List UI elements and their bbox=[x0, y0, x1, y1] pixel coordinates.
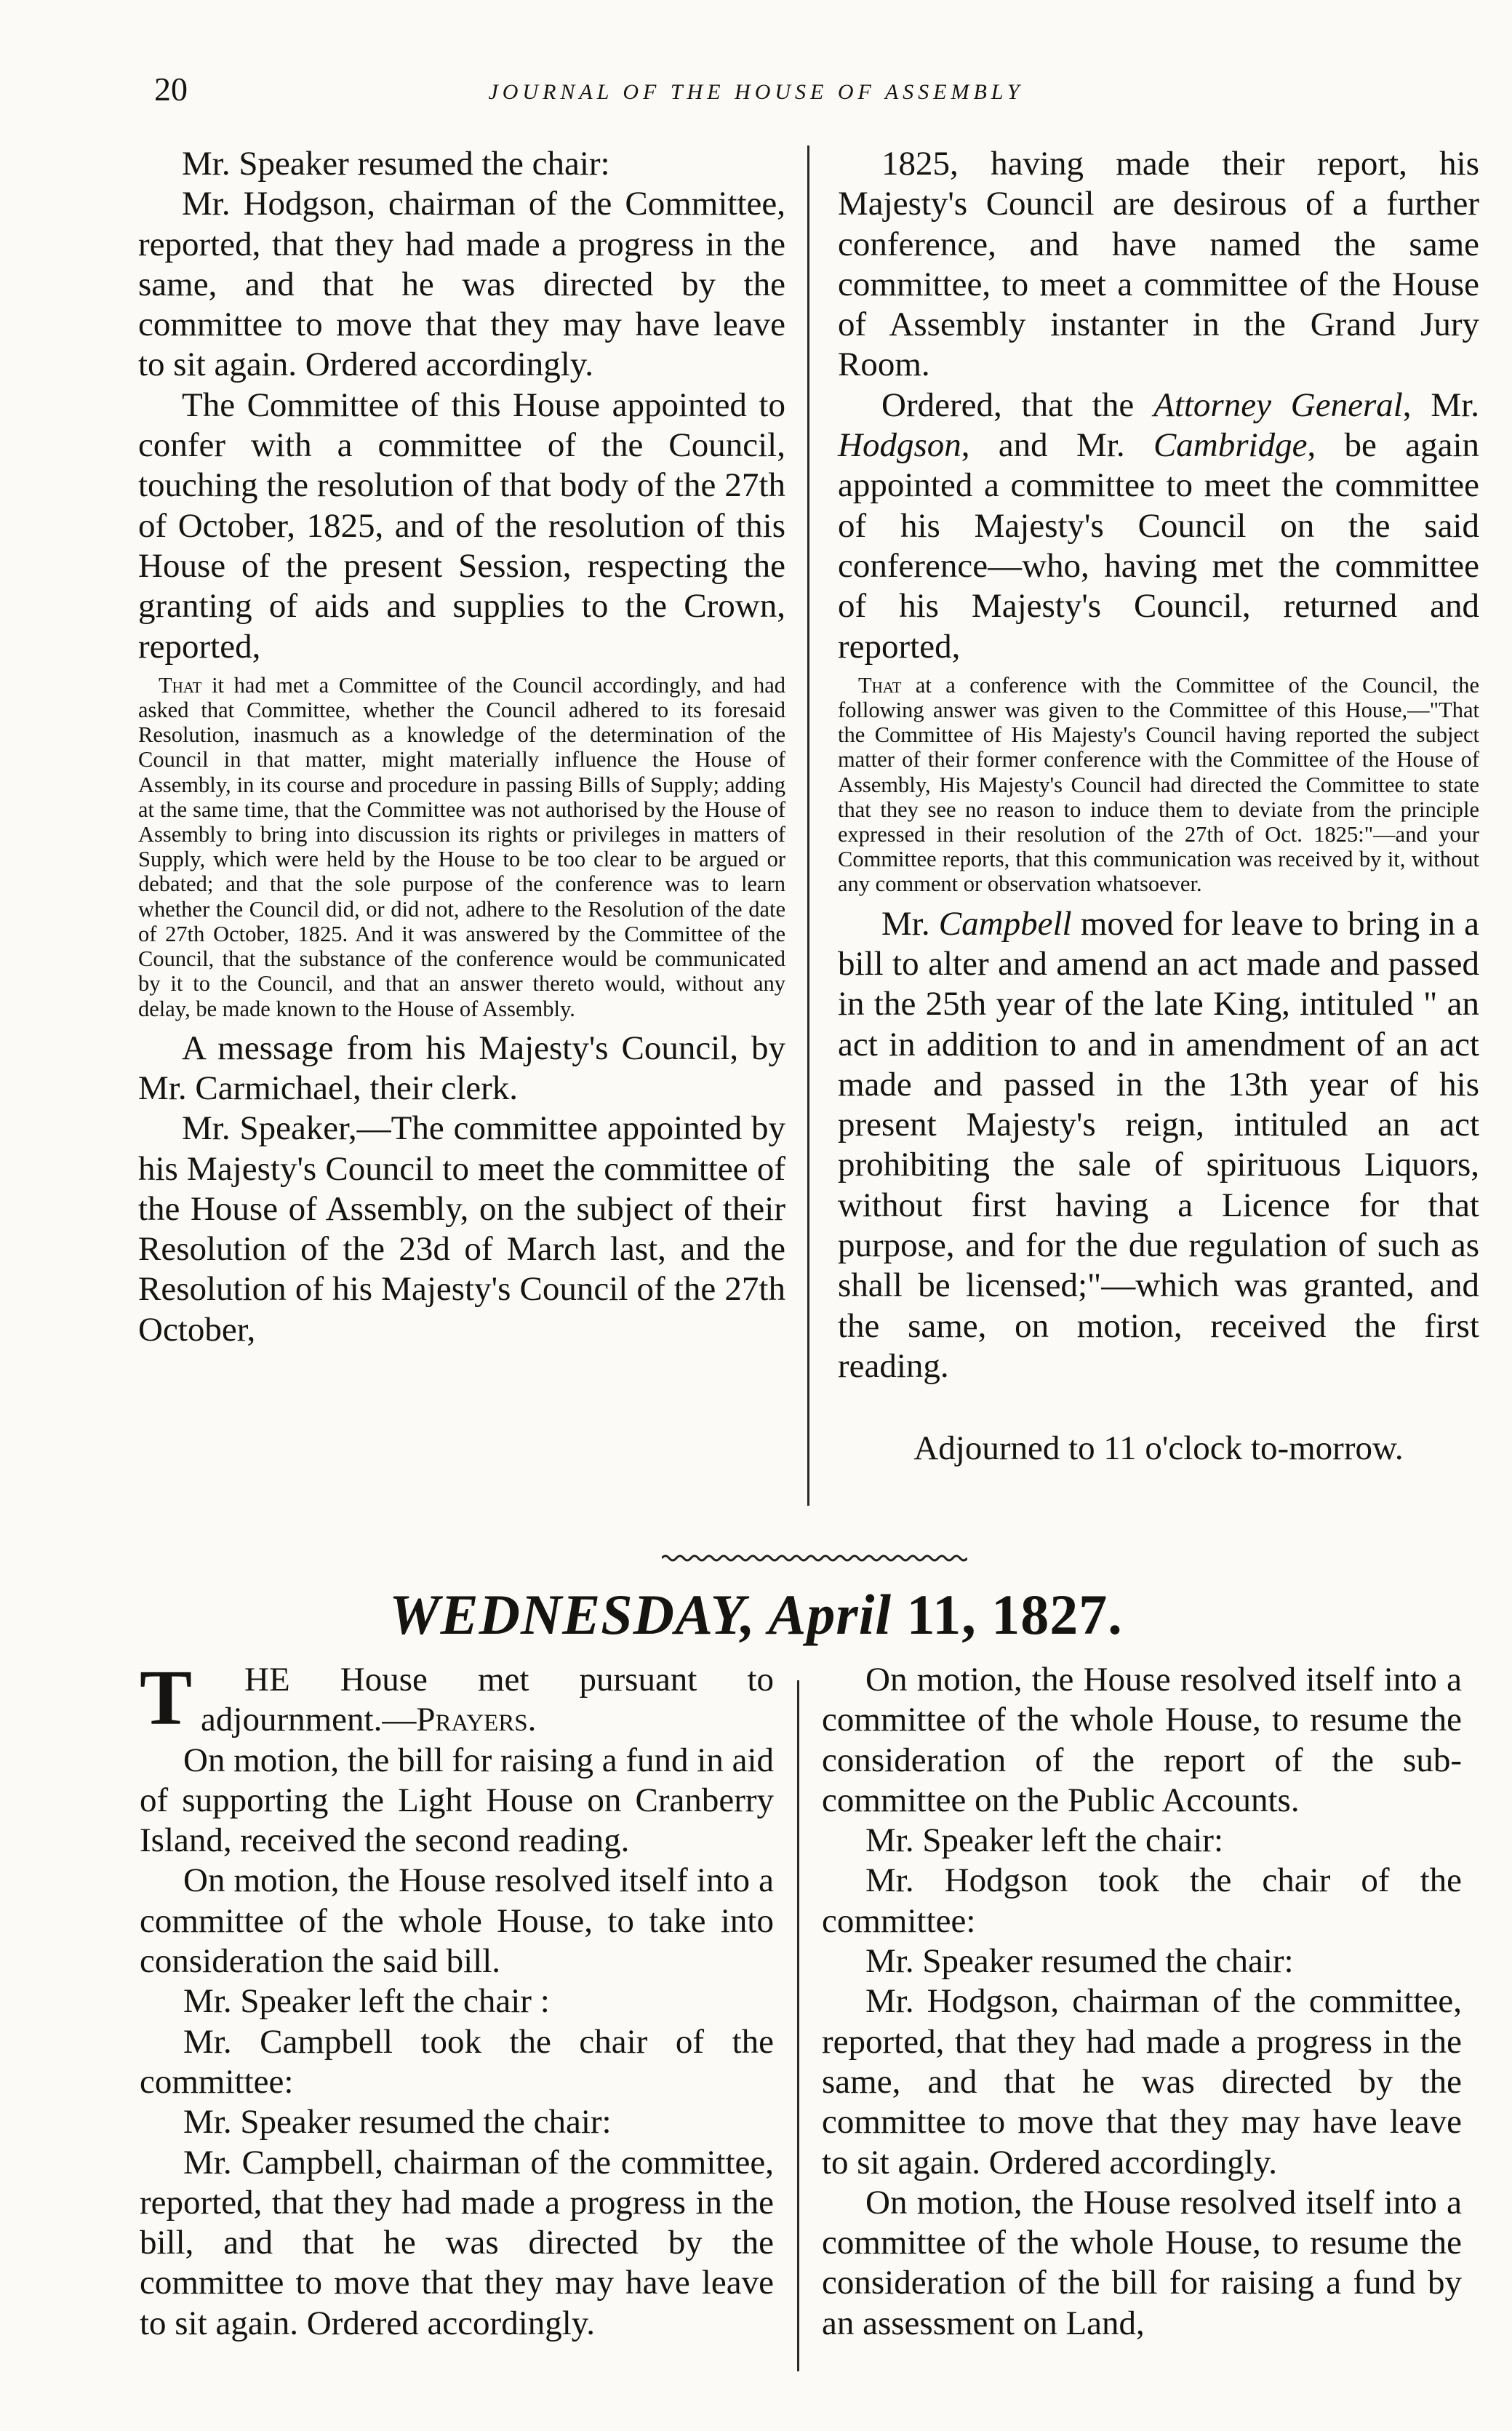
prayers: Prayers. bbox=[416, 1701, 537, 1739]
conference-report-text: it had met a Committee of the Council accordingly, and had asked that Committee, whether the Council adhered to its foresaid Resolution, inasmuch as a knowledge of the determination of the Council in that matter, might materially influence the House of Assembly, in its course and procedure in passing Bills of Supply; adding at the same time, that the Committee was not authorised by the House of Assembly to bring into discussion its rights or privileges in matters of Supply, which were held by the House to be too clear to be argued or debated; and that the sole purpose of the conference was to learn whether the Council did, or did not, adhere to the Resolution of the date of 27th October, 1825. And it was answered by the Committee of the Council, that the substance of the conference would be communicated by it to the Council, and that an answer thereto would, without any delay, be made known to the House of Assembly. bbox=[138, 672, 785, 1021]
paragraph-whole-house: On motion, the House resolved itself into a committee of the whole House, to take into consideration the said bill. bbox=[140, 1861, 774, 1981]
heading-weekday: WEDNESDAY, bbox=[389, 1583, 756, 1646]
text-run: moved for leave to bring in a bill to alter and amend an act made and passed in the 25th year of the late King, intituled " an act in addition to and in amendment of an act made and passed in the 13th year of his present Majesty's reign, intituled an act prohibiting the sale of spirituous Liquors, without first having a Licence for that purpose, and for the due regulation of such as shall be licensed;"—which was granted, and the same, on motion, received the first reading. bbox=[838, 904, 1479, 1385]
paragraph-ordered-committee bbox=[838, 386, 1479, 667]
text-run: , Mr. bbox=[1402, 386, 1479, 424]
paragraph-speaker-left-2: Mr. Speaker left the chair: bbox=[865, 1821, 1224, 1860]
drop-cap: T bbox=[140, 1655, 193, 1741]
paragraph-assessment-land: On motion, the House resolved itself into a committee of the whole House, to resume the consideration of the bill for raising a fund by an assessment on Land, bbox=[822, 2183, 1462, 2342]
ornamental-divider bbox=[662, 1552, 967, 1564]
name-campbell: Campbell bbox=[938, 904, 1072, 943]
paragraph-speaker-resumed: Mr. Speaker resumed the chair: bbox=[182, 145, 610, 183]
paragraph-adjourned: Adjourned to 11 o'clock to-morrow. bbox=[913, 1429, 1404, 1468]
paragraph-hodgson-report: Mr. Hodgson, chairman of the Committee, reported, that they had made a progress in the same, and that he was directed by the committee to move that they may have leave to sit again. Ordered accordingly. bbox=[138, 185, 785, 384]
paragraph-campbell-chair: Mr. Campbell took the chair of the committee: bbox=[140, 2022, 774, 2101]
text-run: Ordered, that the bbox=[881, 386, 1154, 424]
paragraph-house-met bbox=[140, 1655, 774, 1741]
heading-day-year: 11, 1827. bbox=[892, 1583, 1123, 1646]
paragraph-speaker-resumed-3: Mr. Speaker resumed the chair: bbox=[865, 1942, 1294, 1981]
heading-month: April bbox=[768, 1583, 892, 1646]
paragraph-hodgson-chair: Mr. Hodgson took the chair of the committee: bbox=[822, 1861, 1462, 1940]
lead-word: That bbox=[858, 672, 902, 698]
text-run: HE House met pursuant to adjournment.— bbox=[201, 1661, 774, 1739]
name-hodgson: Hodgson bbox=[838, 426, 961, 465]
lead-word: That bbox=[159, 672, 202, 698]
text-run: , and Mr. bbox=[961, 426, 1153, 465]
paragraph-speaker-resumed-2: Mr. Speaker resumed the chair: bbox=[183, 2103, 612, 2141]
name-attorney-general: Attorney General bbox=[1153, 386, 1403, 424]
column-right-top bbox=[838, 144, 1479, 1469]
journal-title: JOURNAL OF THE HOUSE OF ASSEMBLY bbox=[488, 80, 1024, 104]
paragraph-conference-report bbox=[138, 673, 785, 1021]
paragraph-speaker-left: Mr. Speaker left the chair : bbox=[183, 1982, 550, 2021]
paragraph-campbell-report: Mr. Campbell, chairman of the committee, reported, that they had made a progress in the bill, and that he was directed by the committee to move that they may have leave to sit again. Ordered accordingly. bbox=[140, 2143, 774, 2342]
paragraph-speaker-committee: Mr. Speaker,—The committee appointed by his Majesty's Council to meet the committee of the House of Assembly, on the subject of their Resolution of the 23d of March last, and the Resolution of his Majesty's Council of the 27th October, bbox=[138, 1109, 785, 1349]
paragraph-message-council: A message from his Majesty's Council, by Mr. Carmichael, their clerk. bbox=[138, 1029, 785, 1107]
paragraph-campbell-bill bbox=[838, 904, 1479, 1387]
conference-answer-text: at a conference with the Committee of the Council, the following answer was given to the Committee of this House,—"That the Committee of His Majesty's Council having reported the subject matter of their former conference with the Committee of the House of Assembly, His Majesty's Council had directed the Committee to state that they see no reason to induce them to deviate from the principle expressed in their resolution of the 27th of Oct. 1825:"—and your Committee reports, that this communication was received by it, without any comment or observation whatsoever. bbox=[838, 672, 1479, 897]
text-run: Mr. bbox=[881, 904, 939, 943]
day-heading bbox=[0, 1582, 1512, 1648]
running-head bbox=[0, 70, 1512, 113]
column-right-bottom bbox=[822, 1660, 1462, 2344]
paragraph-hodgson-report-2: Mr. Hodgson, chairman of the committee, reported, that they had made a progress in the same, and that he was directed by the committee to move that they may have leave to sit again. Ordered accordingly. bbox=[822, 1982, 1462, 2181]
column-left-bottom bbox=[140, 1655, 774, 2344]
text-run: , be again appointed a committee to meet the committee of his Majesty's Council on the said conference—who, having met the committee of his Majesty's Council, returned and reported, bbox=[838, 426, 1480, 666]
column-left-top bbox=[138, 144, 785, 1350]
paragraph-light-house-bill: On motion, the bill for raising a fund in aid of supporting the Light House on Cranberry Island, received the second reading. bbox=[140, 1741, 774, 1860]
name-cambridge: Cambridge bbox=[1153, 426, 1308, 465]
paragraph-conference-answer bbox=[838, 673, 1479, 897]
page-number: 20 bbox=[154, 71, 188, 108]
paragraph-council-desirous: 1825, having made their report, his Majesty's Council are desirous of a further conference, and have named the same committee, to meet a committee of the House of Assembly instanter in the Grand Jury Room. bbox=[838, 145, 1479, 384]
column-divider-top bbox=[807, 145, 809, 1506]
paragraph-committee-reported: The Committee of this House appointed to confer with a committee of the Council, touching the resolution of that body of the 27th of October, 1825, and of the resolution of this House of the present Session, respecting the granting of aids and supplies to the Crown, reported, bbox=[138, 386, 785, 666]
column-divider-bottom bbox=[797, 1680, 799, 2371]
paragraph-public-accounts: On motion, the House resolved itself into a committee of the whole House, to resume the consideration of the report of the sub-committee on the Public Accounts. bbox=[822, 1661, 1462, 1819]
